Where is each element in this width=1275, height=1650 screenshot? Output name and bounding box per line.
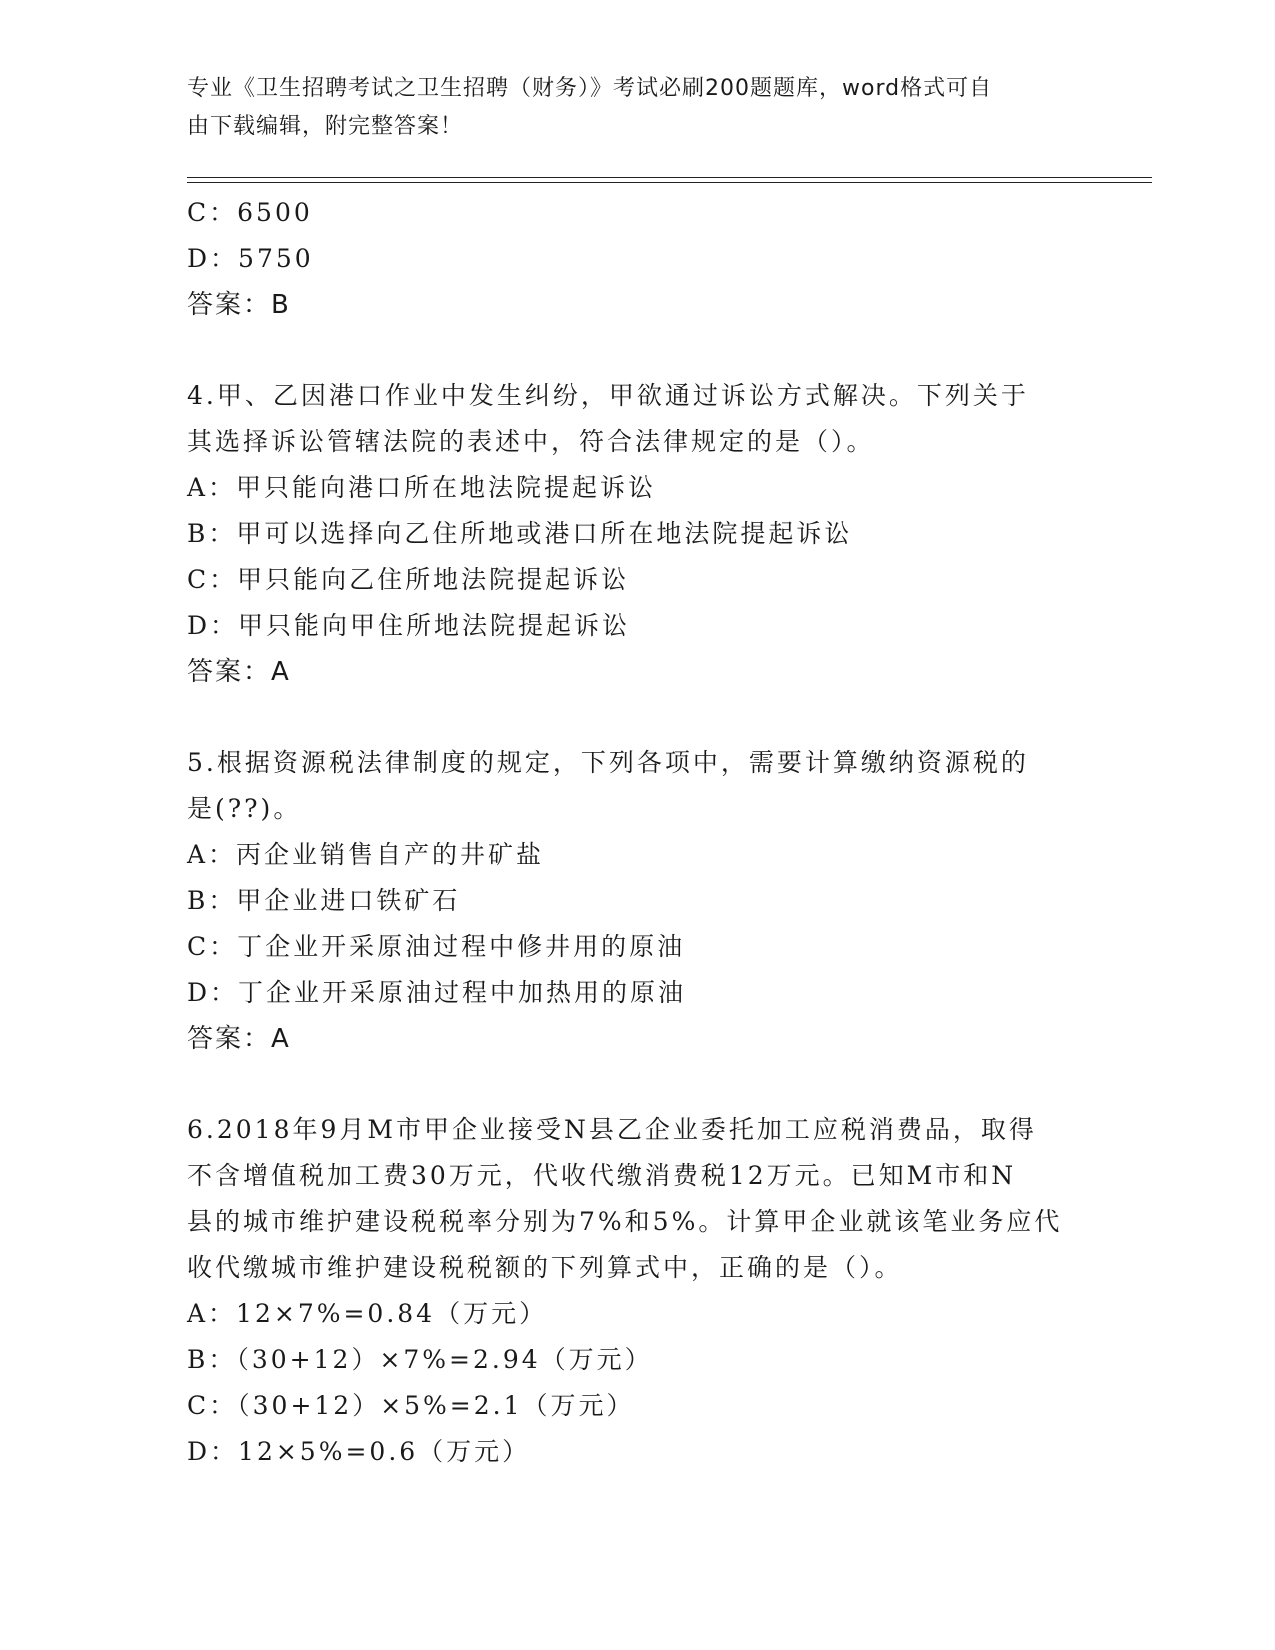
option-c: C：丁企业开采原油过程中修井用的原油 — [187, 932, 686, 961]
option-c: C：甲只能向乙住所地法院提起诉讼 — [187, 565, 630, 594]
spacer — [187, 695, 1087, 740]
option-b: B：甲企业进口铁矿石 — [187, 886, 461, 915]
page-header — [187, 70, 1087, 146]
option-c: C：6500 — [187, 198, 313, 227]
option-d: D：丁企业开采原油过程中加热用的原油 — [187, 978, 687, 1007]
question-6-block — [187, 1107, 1087, 1475]
question-stem: 5.根据资源税法律制度的规定，下列各项中，需要计算缴纳资源税的 — [187, 748, 1029, 777]
question-stem: 县的城市维护建设税税率分别为7%和5%。计算甲企业就该笔业务应代 — [187, 1207, 1063, 1236]
header-line-2: 由下载编辑，附完整答案！ — [187, 114, 464, 139]
header-divider-bottom — [187, 182, 1152, 183]
question-content — [187, 190, 1087, 1475]
answer-line: 答案：B — [187, 290, 291, 320]
option-a: A：甲只能向港口所在地法院提起诉讼 — [187, 473, 657, 502]
option-b: B：甲可以选择向乙住所地或港口所在地法院提起诉讼 — [187, 519, 853, 548]
question-stem: 是(??)。 — [187, 794, 302, 823]
option-b: B：（30+12）×7%=2.94（万元） — [187, 1345, 653, 1374]
option-c: C：（30+12）×5%=2.1（万元） — [187, 1391, 635, 1420]
question-stem: 不含增值税加工费30万元，代收代缴消费税12万元。已知M市和N — [187, 1161, 1017, 1190]
spacer — [187, 328, 1087, 373]
option-d: D：5750 — [187, 244, 314, 273]
question-stem: 其选择诉讼管辖法院的表述中，符合法律规定的是（）。 — [187, 427, 875, 456]
prev-question-block — [187, 190, 1087, 328]
option-a: A：12×7%=0.84（万元） — [187, 1299, 548, 1328]
option-d: D：甲只能向甲住所地法院提起诉讼 — [187, 611, 631, 640]
answer-line: 答案：A — [187, 1024, 291, 1054]
header-line-1: 专业《卫生招聘考试之卫生招聘（财务）》考试必刷200题题库，word格式可自 — [187, 76, 993, 101]
option-d: D：12×5%=0.6（万元） — [187, 1437, 531, 1466]
question-5-block — [187, 740, 1087, 1062]
question-stem: 收代缴城市维护建设税税额的下列算式中，正确的是（）。 — [187, 1253, 903, 1282]
question-stem: 4.甲、乙因港口作业中发生纠纷，甲欲通过诉讼方式解决。下列关于 — [187, 381, 1029, 410]
spacer — [187, 1062, 1087, 1107]
answer-line: 答案：A — [187, 657, 291, 687]
option-a: A：丙企业销售自产的井矿盐 — [187, 840, 545, 869]
question-4-block — [187, 373, 1087, 695]
question-stem: 6.2018年9月M市甲企业接受N县乙企业委托加工应税消费品，取得 — [187, 1115, 1037, 1144]
header-divider-top — [187, 177, 1152, 178]
